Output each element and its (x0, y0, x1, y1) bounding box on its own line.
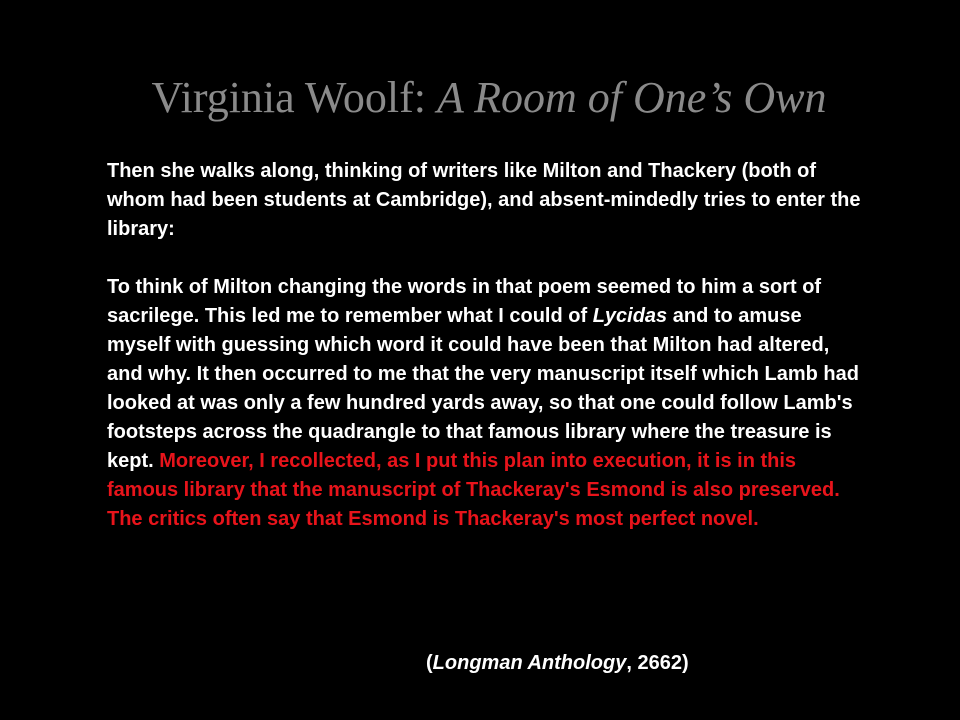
citation-rest: , 2662) (626, 652, 689, 674)
title-author: Virginia Woolf: (151, 73, 437, 122)
intro-paragraph: Then she walks along, thinking of writers like Milton and Thackery (both of whom had been students at Cambridge), and absent-mindedly tries to enter the library: (107, 160, 861, 240)
quote-highlight: Moreover, I recollected, as I put this plan into execution, it is in this famous library that the manuscript of Thackeray's Esmond is also preserved. The critics often say that Esmond is Thackeray's most perfect novel. (107, 450, 840, 530)
citation-open: ( (426, 652, 433, 674)
slide-title (0, 70, 960, 126)
citation (426, 649, 689, 678)
title-work: A Room of One’s Own (437, 73, 827, 122)
quote-text-part2: and to amuse myself with guessing which word it could have been that Milton had altered, and why. It then occurred to me that the very manuscript itself which Lamb had looked at was only a few hundred yards away, so that one could follow Lamb's footsteps across the quadrangle to that famous library where the treasure is kept. (107, 305, 859, 472)
quote-text-part1: To think of Milton changing the words in that poem seemed to him a sort of sacrilege. This led me to remember what I could of (107, 276, 822, 327)
body-text (107, 157, 867, 534)
quote-italic-title: Lycidas (592, 305, 668, 327)
citation-source: Longman Anthology (432, 652, 627, 674)
quote-paragraph (107, 273, 867, 534)
